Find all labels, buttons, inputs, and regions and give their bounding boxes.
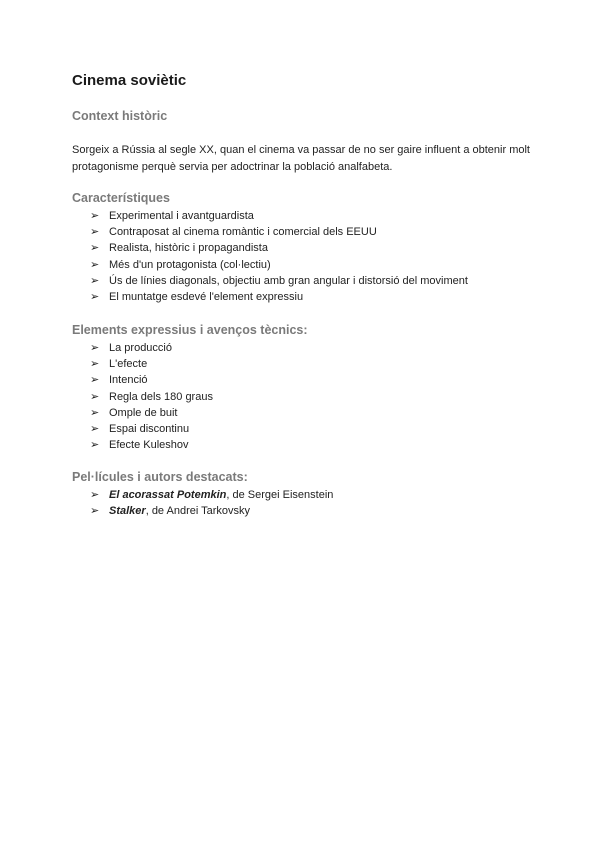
films-list	[90, 487, 333, 519]
arrow-bullet-icon: ➢	[90, 210, 100, 222]
context-paragraph: Sorgeix a Rússia al segle XX, quan el cinema va passar de no ser gaire influent a obtenir molt protagonisme perquè servia per adoctrinar la població analfabeta.	[72, 144, 530, 173]
characteristics-list	[90, 208, 468, 305]
arrow-bullet-icon: ➢	[90, 242, 100, 255]
list-item	[90, 503, 333, 519]
list-item-text: Intenció	[109, 374, 148, 387]
arrow-bullet-icon: ➢	[90, 291, 100, 304]
list-item	[90, 289, 468, 305]
list-item-text: Ús de línies diagonals, objectiu amb gran angular i distorsió del moviment	[109, 274, 468, 287]
film-title: Stalker	[109, 505, 146, 518]
arrow-bullet-icon: ➢	[90, 274, 100, 287]
list-item-text: Espai discontinu	[109, 423, 190, 436]
list-item	[90, 257, 468, 273]
arrow-bullet-icon: ➢	[90, 406, 100, 419]
arrow-bullet-icon: ➢	[90, 226, 100, 239]
list-item	[90, 224, 468, 240]
arrow-bullet-icon: ➢	[90, 439, 100, 452]
list-item-text: Experimental i avantguardista	[109, 210, 254, 222]
arrow-bullet-icon: ➢	[90, 374, 100, 387]
list-item-text: La producció	[109, 342, 172, 354]
arrow-bullet-icon: ➢	[90, 258, 100, 271]
list-item	[90, 356, 213, 372]
arrow-bullet-icon: ➢	[90, 390, 100, 403]
list-item-text: Efecte Kuleshov	[109, 439, 189, 452]
list-item-text	[109, 503, 250, 519]
list-item	[90, 208, 468, 224]
list-item	[90, 389, 213, 405]
list-item-text: Contraposat al cinema romàntic i comercial dels EEUU	[109, 226, 377, 239]
list-item	[90, 340, 213, 356]
list-item-text: Més d'un protagonista (col·lectiu)	[109, 258, 271, 271]
list-item-text: Omple de buit	[109, 406, 178, 419]
list-item	[90, 372, 213, 388]
characteristics-heading: Característiques	[72, 191, 170, 205]
list-item-text: Realista, històric i propagandista	[109, 242, 268, 255]
list-item	[90, 240, 468, 256]
list-item-text: El muntatge esdevé l'element expressiu	[109, 291, 304, 304]
film-author: , de Andrei Tarkovsky	[145, 505, 251, 518]
list-item	[90, 273, 468, 289]
arrow-bullet-icon: ➢	[90, 489, 100, 501]
list-item-text	[109, 487, 333, 503]
film-title: El acorassat Potemkin	[109, 489, 227, 501]
arrow-bullet-icon: ➢	[90, 423, 100, 436]
context-heading: Context històric	[72, 109, 168, 123]
expressive-heading: Elements expressius i avenços tècnics:	[72, 323, 308, 337]
film-author: , de Sergei Eisenstein	[226, 489, 334, 501]
arrow-bullet-icon: ➢	[90, 505, 100, 518]
list-item	[90, 437, 213, 453]
list-item	[90, 405, 213, 421]
arrow-bullet-icon: ➢	[90, 358, 100, 371]
page-title: Cinema soviètic	[72, 72, 187, 89]
list-item-text: Regla dels 180 graus	[109, 390, 213, 403]
arrow-bullet-icon: ➢	[90, 342, 100, 354]
list-item	[90, 421, 213, 437]
expressive-list	[90, 340, 213, 453]
list-item	[90, 487, 333, 503]
films-heading: Pel·lícules i autors destacats:	[72, 470, 248, 484]
list-item-text: L'efecte	[109, 358, 148, 371]
